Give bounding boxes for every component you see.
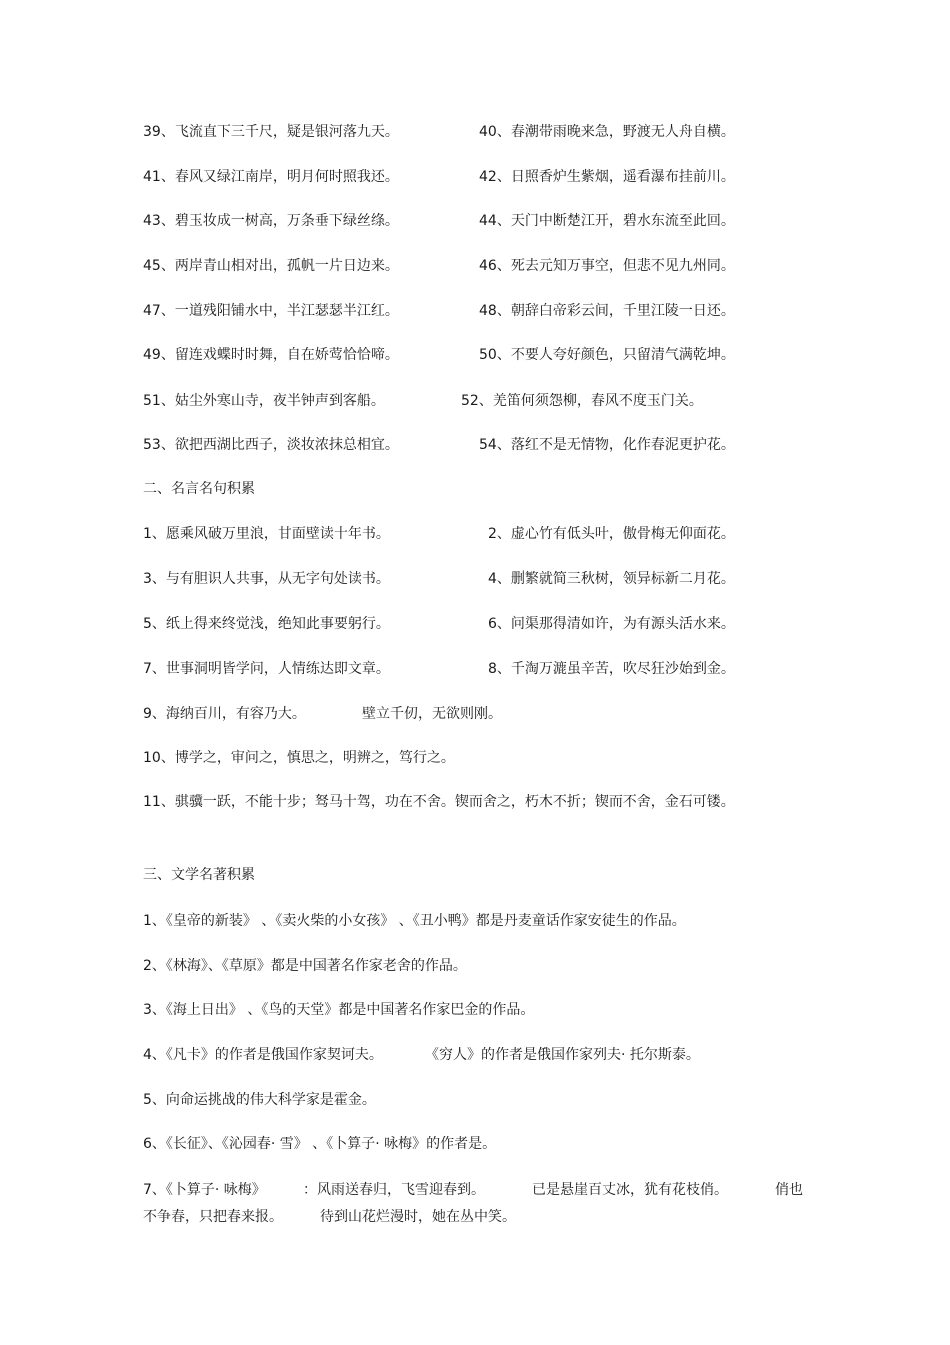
poem-line-44: 44、天门中断楚江开，碧水东流至此回。 — [479, 213, 735, 229]
literature-line-7-part5: 待到山花烂漫时，她在丛中笑。 — [320, 1209, 516, 1225]
poem-line-50: 50、不要人夸好颜色，只留清气满乾坤。 — [479, 347, 735, 363]
literature-line-2: 2、《林海》、《草原》都是中国著名作家老舍的作品。 — [143, 958, 467, 974]
literature-line-7-part4: 不争春，只把春来报。 — [143, 1209, 283, 1225]
quote-line-1: 1、愿乘风破万里浪，甘面壁读十年书。 — [143, 526, 390, 542]
quote-line-11: 11、骐骥一跃，不能十步；驽马十驾，功在不舍。锲而舍之，朽木不折；锲而不舍，金石可镂。 — [143, 794, 735, 810]
literature-line-7-part3: 俏也 — [775, 1182, 803, 1198]
poem-line-40: 40、春潮带雨晚来急，野渡无人舟自横。 — [479, 124, 735, 140]
quote-line-4: 4、删繁就简三秋树，领异标新二月花。 — [488, 571, 735, 587]
quote-line-3: 3、与有胆识人共事，从无字句处读书。 — [143, 571, 390, 587]
poem-line-53: 53、欲把西湖比西子，淡妆浓抹总相宜。 — [143, 437, 399, 453]
quote-line-7: 7、世事洞明皆学问，人情练达即文章。 — [143, 661, 390, 677]
literature-line-1: 1、《皇帝的新装》 、《卖火柴的小女孩》 、《丑小鸭》都是丹麦童话作家安徒生的作品。 — [143, 913, 686, 929]
quote-line-2: 2、虚心竹有低头叶，傲骨梅无仰面花。 — [488, 526, 735, 542]
poem-line-54: 54、落红不是无情物，化作春泥更护花。 — [479, 437, 735, 453]
poem-line-42: 42、日照香炉生紫烟，遥看瀑布挂前川。 — [479, 169, 735, 185]
quote-line-5: 5、纸上得来终觉浅，绝知此事要躬行。 — [143, 616, 390, 632]
poem-line-39: 39、飞流直下三千尺，疑是银河落九天。 — [143, 124, 399, 140]
poem-line-49: 49、留连戏蝶时时舞，自在娇莺恰恰啼。 — [143, 347, 399, 363]
quote-line-9: 9、海纳百川，有容乃大。 — [143, 706, 306, 722]
literature-line-6: 6、《长征》、《沁园春· 雪》 、《卜算子· 咏梅》的作者是。 — [143, 1136, 497, 1152]
literature-line-4-second: 《穷人》的作者是俄国作家列夫· 托尔斯泰。 — [425, 1047, 700, 1063]
section-heading-quotes: 二、名言名句积累 — [143, 481, 255, 497]
literature-line-7-part1: ：风雨送春归，飞雪迎春到。 — [303, 1182, 485, 1198]
poem-line-45: 45、两岸青山相对出，孤帆一片日边来。 — [143, 258, 399, 274]
literature-line-3: 3、《海上日出》 、《鸟的天堂》都是中国著名作家巴金的作品。 — [143, 1002, 535, 1018]
literature-line-5: 5、向命运挑战的伟大科学家是霍金。 — [143, 1092, 376, 1108]
quote-line-9-second: 壁立千仞，无欲则刚。 — [362, 706, 502, 722]
section-heading-literature: 三、文学名著积累 — [143, 867, 255, 883]
quote-line-8: 8、千淘万漉虽辛苦，吹尽狂沙始到金。 — [488, 661, 735, 677]
poem-line-52: 52、羌笛何须怨柳，春风不度玉门关。 — [461, 393, 703, 409]
quote-line-10: 10、博学之，审问之，慎思之，明辨之，笃行之。 — [143, 750, 455, 766]
literature-line-4: 4、《凡卡》的作者是俄国作家契诃夫。 — [143, 1047, 383, 1063]
poem-line-46: 46、死去元知万事空，但悲不见九州同。 — [479, 258, 735, 274]
literature-line-7-title: 7、《卜算子· 咏梅》 — [143, 1182, 266, 1198]
quote-line-6: 6、问渠那得清如许，为有源头活水来。 — [488, 616, 735, 632]
poem-line-47: 47、一道残阳铺水中，半江瑟瑟半江红。 — [143, 303, 399, 319]
poem-line-43: 43、碧玉妆成一树高，万条垂下绿丝绦。 — [143, 213, 399, 229]
poem-line-48: 48、朝辞白帝彩云间，千里江陵一日还。 — [479, 303, 735, 319]
literature-line-7-part2: 已是悬崖百丈冰，犹有花枝俏。 — [532, 1182, 728, 1198]
poem-line-41: 41、春风又绿江南岸，明月何时照我还。 — [143, 169, 399, 185]
poem-line-51: 51、姑尘外寒山寺，夜半钟声到客船。 — [143, 393, 385, 409]
